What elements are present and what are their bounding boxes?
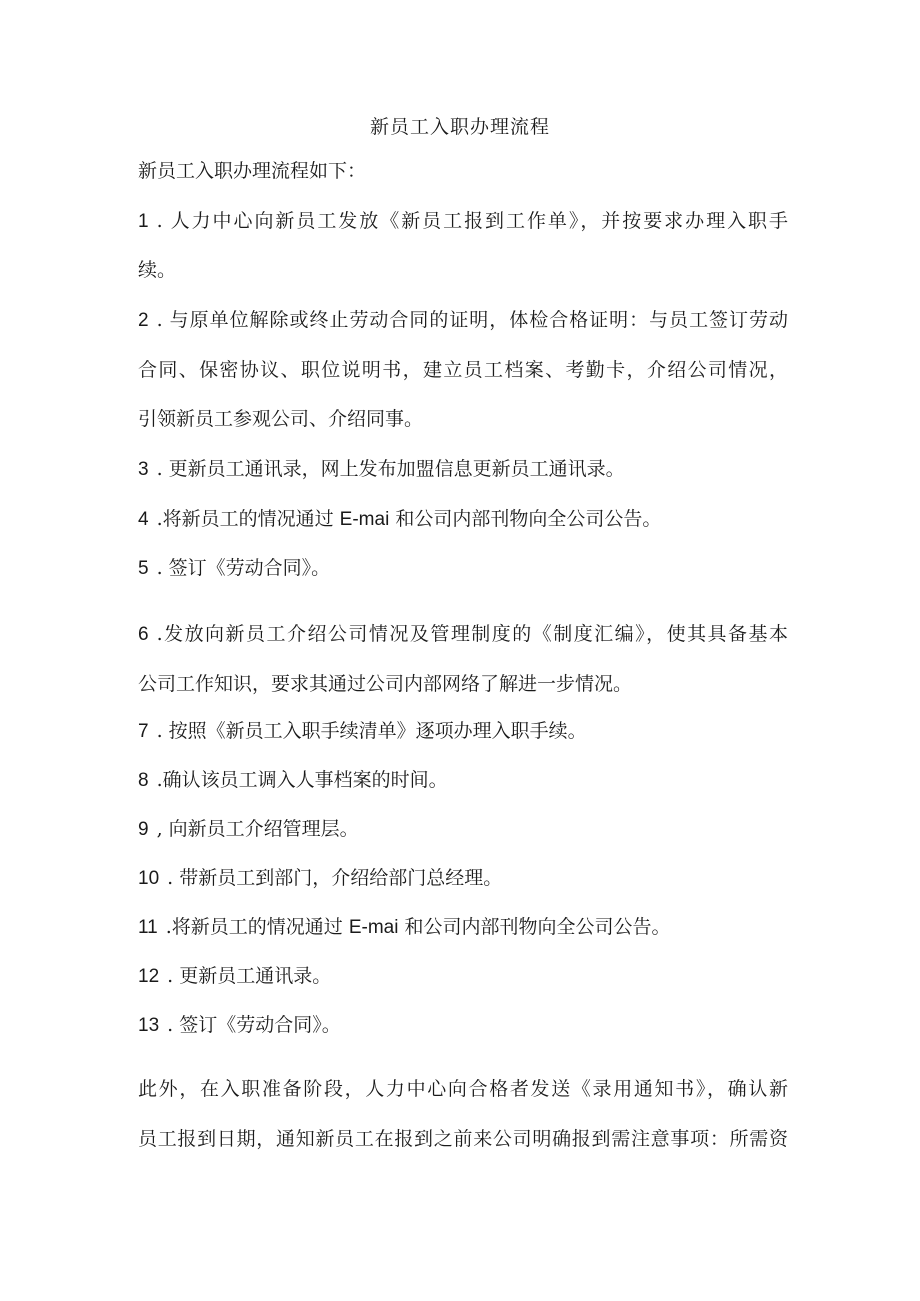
item-text: . 更新员工通讯录。 — [167, 965, 332, 987]
item-number: 1 — [138, 211, 149, 232]
item-3-line — [138, 455, 788, 484]
email-term: E-mai — [339, 509, 390, 530]
item-text: .将新员工的情况通过 — [165, 916, 349, 938]
item-number: 12 — [138, 966, 160, 987]
item-text: . 签订《劳动合同》。 — [167, 1014, 341, 1036]
item-6-line-1 — [138, 620, 788, 649]
item-2-line-2: 合同、保密协议、职位说明书，建立员工档案、考勤卡，介绍公司情况， — [138, 359, 788, 381]
item-1-line-1 — [138, 207, 788, 236]
item-number: 7 — [138, 721, 149, 742]
item-text: . 与原单位解除或终止劳动合同的证明，体检合格证明：与员工签订劳动 — [156, 309, 788, 331]
item-13-line — [138, 1011, 788, 1040]
item-number: 4 — [138, 509, 149, 530]
item-number: 3 — [138, 459, 149, 480]
item-10-line — [138, 864, 788, 893]
intro-line: 新员工入职办理流程如下： — [138, 160, 367, 182]
item-number: 5 — [138, 558, 149, 579]
item-number: 13 — [138, 1015, 160, 1036]
item-9-line — [138, 815, 788, 844]
item-text: 和公司内部刊物向全公司公告。 — [389, 508, 662, 530]
item-text: . 带新员工到部门，介绍给部门总经理。 — [167, 867, 503, 889]
item-text: .将新员工的情况通过 — [156, 508, 340, 530]
item-text: . 按照《新员工入职手续清单》逐项办理入职手续。 — [156, 720, 587, 742]
item-number: 8 — [138, 770, 149, 791]
item-2-line-1 — [138, 306, 788, 335]
item-6-line-2: 公司工作知识，要求其通过公司内部网络了解进一步情况。 — [138, 673, 633, 695]
item-5-line — [138, 554, 788, 583]
item-number: 9 — [138, 819, 149, 840]
item-number: 2 — [138, 310, 149, 331]
item-text: .确认该员工调入人事档案的时间。 — [156, 769, 448, 791]
item-number: 10 — [138, 868, 160, 889]
closing-line-2: 员工报到日期，通知新员工在报到之前来公司明确报到需注意事项：所需资 — [138, 1128, 788, 1150]
email-term: E-mai — [348, 917, 399, 938]
item-text: . 更新员工通讯录，网上发布加盟信息更新员工通讯录。 — [156, 458, 625, 480]
document-title: 新员工入职办理流程 — [369, 116, 550, 138]
item-1-line-2: 续。 — [138, 259, 177, 281]
item-11-line — [138, 913, 788, 942]
item-8-line — [138, 766, 788, 795]
item-12-line — [138, 962, 788, 991]
item-4-line — [138, 505, 788, 534]
item-text: . 人力中心向新员工发放《新员工报到工作单》，并按要求办理入职手 — [156, 210, 788, 232]
item-number: 6 — [138, 624, 149, 645]
item-2-line-3: 引领新员工参观公司、介绍同事。 — [138, 408, 424, 430]
item-number: 11 — [138, 917, 158, 938]
item-text: .发放向新员工介绍公司情况及管理制度的《制度汇编》，使其具备基本 — [156, 623, 788, 645]
item-text: . 签订《劳动合同》。 — [156, 557, 331, 579]
item-7-line — [138, 717, 788, 746]
item-text: 和公司内部刊物向全公司公告。 — [398, 916, 671, 938]
item-text: , 向新员工介绍管理层。 — [156, 818, 359, 840]
closing-line-1: 此外，在入职准备阶段，人力中心向合格者发送《录用通知书》，确认新 — [138, 1078, 788, 1100]
